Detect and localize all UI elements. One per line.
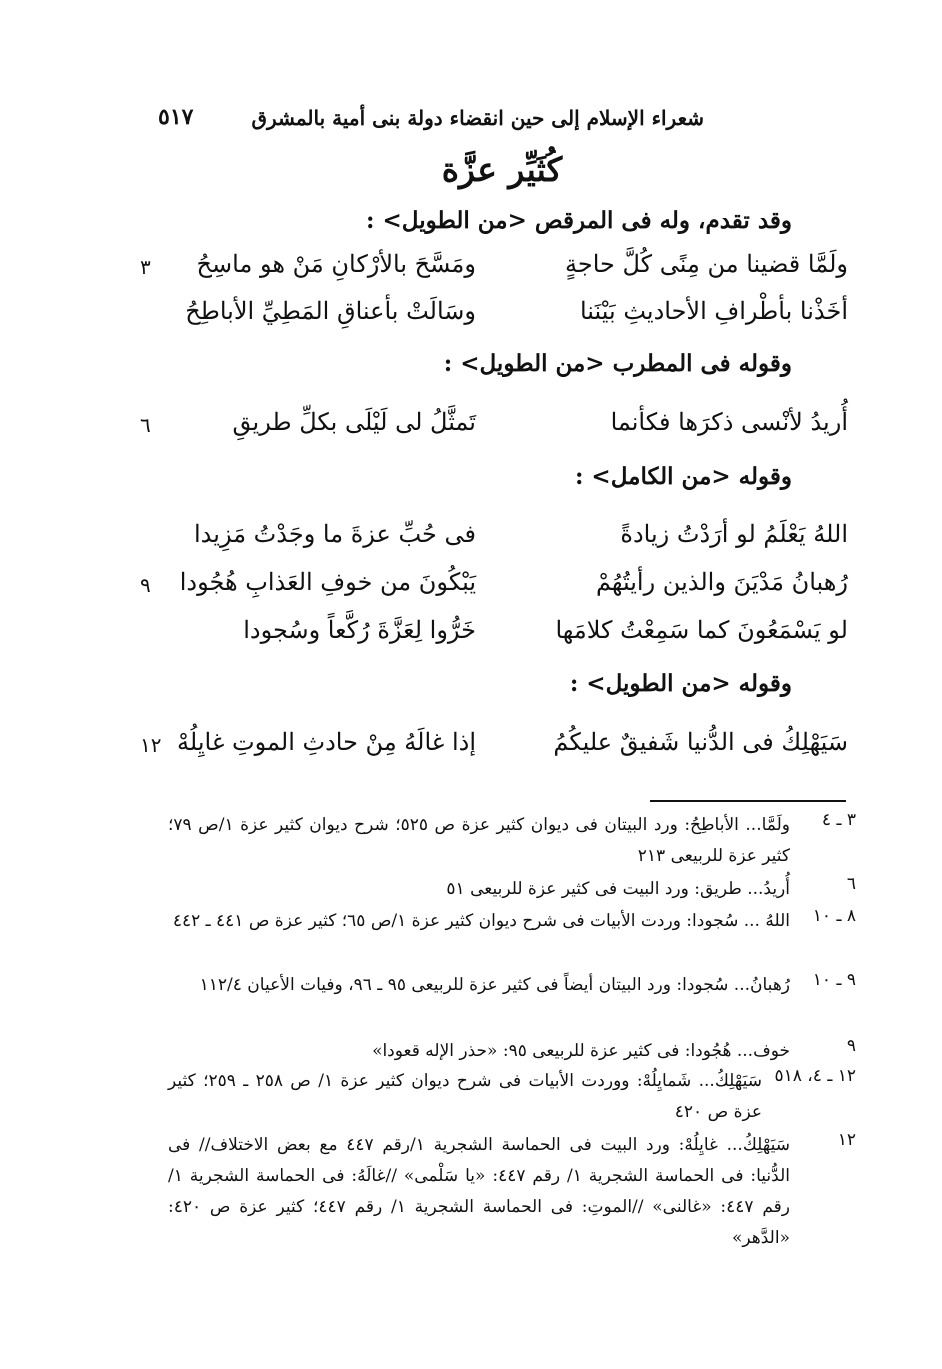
verse-second-hemistich: ومَسَّحَ بالأرْكانِ مَنْ هو ماسِحُ (196, 250, 476, 278)
footnote-ref: ٩ ـ ١٠ (812, 970, 856, 990)
page-number: ٥١٧ (158, 104, 194, 130)
verse-first-hemistich: ولَمَّا قضينا من مِنًى كُلَّ حاجةٍ (565, 250, 848, 278)
verse-first-hemistich: سَيَهْلِكُ فى الدُّنيا شَفيقٌ عليكُمُ (553, 728, 848, 756)
footnote-text: ولَمَّا... الأباطِحُ: ورد البيتان فى ديوان كثير عزة ص ٥٢٥؛ شرح ديوان كثير عزة ١/ص ٧٩؛ كثير عزة للربيعى ٢١٣ (168, 815, 790, 866)
verse-second-hemistich: تَمثَّلُ لى لَيْلَى بكلِّ طريقِ (232, 408, 476, 436)
footnote-text: خوف... هُجُودا: فى كثير عزة للربيعى ٩٥: «حذر الإله قعودا» (372, 1041, 790, 1061)
footnote-text: رُهبانُ... سُجودا: ورد البيتان أيضاً فى كثير عزة للربيعى ٩٥ ـ ٩٦، وفيات الأعيان ١١٢/٤ (199, 975, 790, 995)
footnote-text: أُريدُ... طريق: ورد البيت فى كثير عزة للربيعى ٥١ (446, 879, 790, 899)
section-title: كُثَيِّر عزَّة (441, 150, 563, 189)
verse-first-hemistich: أُريدُ لأنْسى ذكرَها فكأنما (610, 408, 848, 436)
footnote-ref: ٨ ـ ١٠ (812, 906, 856, 926)
intro-line: وقوله <من الكامل> : (574, 463, 792, 490)
verse-first-hemistich: اللهُ يَعْلَمُ لو أرَدْتُ زيادةً (620, 520, 848, 548)
line-number: ٦ (140, 413, 151, 437)
verse-first-hemistich: رُهبانُ مَدْيَنَ والذين رأيتُهُمْ (595, 568, 848, 596)
verse-second-hemistich: فى حُبِّ عزةَ ما وجَدْتُ مَزِيدا (194, 520, 476, 548)
footnote-text: سَيَهْلِكُ... شَمايِلُهْ: ووردت الأبيات فى شرح ديوان كثير عزة ١/ ص ٢٥٨ ـ ٢٥٩؛ كثير عزة ص ٤٢٠ (168, 1071, 762, 1122)
line-number: ١٢ (140, 733, 162, 757)
intro-line: وقوله فى المطرب <من الطويل> : (443, 350, 792, 377)
verse-second-hemistich: يَبْكُونَ من خوفِ العَذابِ هُجُودا (179, 568, 476, 596)
verse-second-hemistich: خَرُّوا لِعَزَّةَ رُكَّعاً وسُجودا (243, 616, 476, 644)
verse-second-hemistich: وسَالَتْ بأعناقِ المَطِيِّ الأباطِحُ (185, 297, 476, 325)
verse-second-hemistich: إذا غالَهُ مِنْ حادثِ الموتِ غايِلُهْ (177, 728, 476, 756)
footnote-text: سَيَهْلِكُ... غايِلُهْ: ورد البيت فى الحماسة الشجرية ١/رقم ٤٤٧ مع بعض الاختلاف// فى الدُّنيا: فى الحماسة الشجرية ١/ رقم ٤٤٧: «يا سَلْمى» //غالَهُ: فى الحماسة الشجرية ١/ رقم ٤٤٧: «غالنى» //الموتِ: فى الحماسة الشجرية ١/ رقم ٤٤٧؛ كثير عزة ص ٤٢٠: «الدَّهر» (168, 1135, 791, 1248)
intro-line: وقوله <من الطويل> : (569, 670, 792, 697)
verse-first-hemistich: أخَذْنا بأطْرافِ الأحاديثِ بَيْنَنا (579, 297, 848, 325)
intro-line: وقد تقدم، وله فى المرقص <من الطويل> : (366, 207, 792, 234)
running-title: شعراء الإسلام إلى حين انقضاء دولة بنى أمية بالمشرق (251, 106, 704, 130)
footnote-ref: ١٢ (837, 1130, 856, 1150)
footnote-ref: ٦ (846, 874, 856, 894)
line-number: ٩ (140, 573, 151, 597)
line-number: ٣ (140, 255, 151, 279)
footnote-ref: ٩ (846, 1036, 856, 1056)
footnote-separator (650, 800, 846, 802)
verse-first-hemistich: لو يَسْمَعُونَ كما سَمِعْتُ كلامَها (555, 616, 848, 644)
footnote-ref: ٣ ـ ٤ (821, 810, 856, 830)
footnote-text: اللهُ ... سُجودا: وردت الأبيات فى شرح ديوان كثير عزة ١/ص ٦٥؛ كثير عزة ص ٤٤١ ـ ٤٤٢ (172, 911, 790, 931)
footnote-ref: ١٢ ـ ٤، ٥١٨ (774, 1066, 856, 1086)
